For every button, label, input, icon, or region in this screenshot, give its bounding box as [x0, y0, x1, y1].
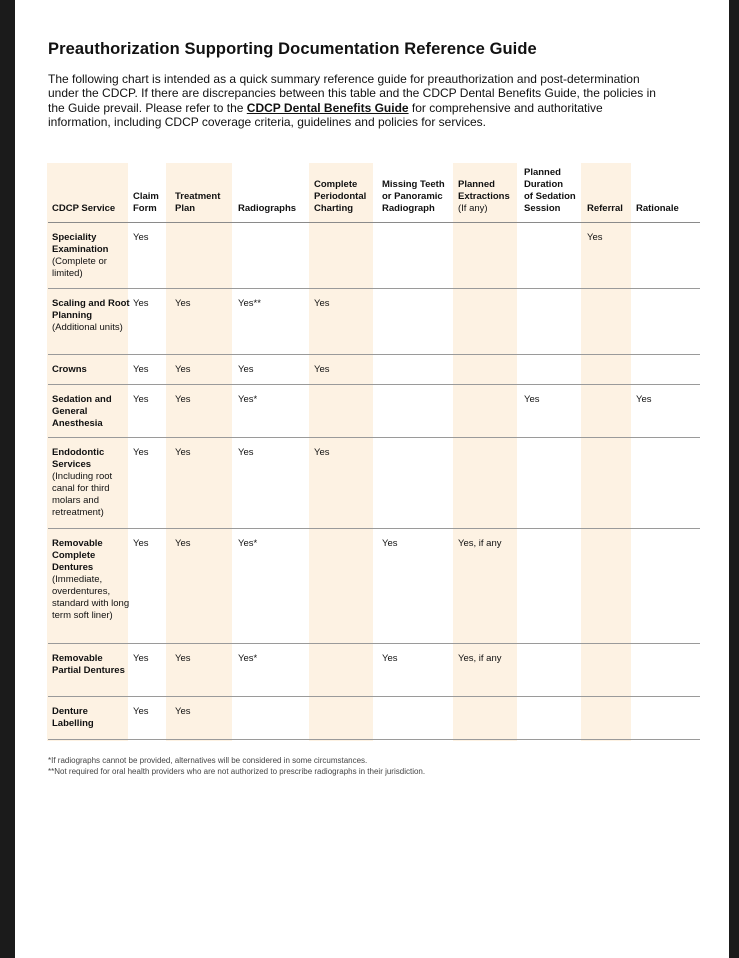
header-treatment-plan [175, 191, 220, 215]
cell-extractions: Yes, if any [458, 538, 502, 549]
cell-claim: Yes [133, 232, 149, 243]
header-perio-line3: Charting [314, 203, 354, 214]
cell-radiographs: Yes [238, 447, 254, 458]
header-missing-line2: or Panoramic [382, 191, 443, 202]
cell-claim: Yes [133, 364, 149, 375]
cell-perio: Yes [314, 364, 330, 375]
row-divider [48, 354, 700, 355]
benefits-guide-link[interactable]: CDCP Dental Benefits Guide [246, 100, 409, 115]
row-divider [48, 643, 700, 644]
cell-sedation: Yes [524, 394, 540, 405]
document-page [15, 0, 729, 958]
service-cell [52, 447, 132, 519]
cell-missing: Yes [382, 653, 398, 664]
header-planned-extractions [458, 179, 510, 215]
cell-treatment: Yes [175, 364, 191, 375]
cell-rationale: Yes [636, 394, 652, 405]
row-divider [48, 288, 700, 289]
service-name: Speciality Examination [52, 232, 109, 255]
cell-radiographs: Yes* [238, 653, 258, 664]
cell-claim: Yes [133, 538, 149, 549]
cell-treatment: Yes [175, 538, 191, 549]
header-radiographs: Radiographs [238, 203, 297, 214]
service-cell [52, 364, 132, 376]
intro-paragraph [48, 72, 668, 129]
header-sedation-duration [524, 167, 576, 215]
cell-radiographs: Yes** [238, 298, 261, 309]
cell-claim: Yes [133, 653, 149, 664]
row-divider [48, 528, 700, 529]
header-perio-line1: Complete [314, 179, 358, 190]
cell-claim: Yes [133, 706, 149, 717]
service-cell [52, 232, 132, 280]
header-sedation-line1: Planned [524, 167, 561, 178]
service-detail: (Additional units) [52, 322, 123, 333]
service-cell [52, 653, 132, 677]
left-frame-edge [0, 0, 15, 958]
service-cell [52, 394, 132, 430]
cell-radiographs: Yes [238, 364, 254, 375]
cell-referral: Yes [587, 232, 603, 243]
cell-radiographs: Yes* [238, 538, 258, 549]
right-frame-edge [729, 0, 739, 958]
service-name: Removable Partial Dentures [52, 653, 125, 676]
header-missing-line3: Radiograph [382, 203, 435, 214]
header-sedation-line3: of Sedation [524, 191, 576, 202]
header-treatment-line2: Plan [175, 203, 196, 214]
service-name: Sedation and General Anesthesia [52, 394, 112, 429]
header-rationale: Rationale [636, 203, 679, 214]
header-sedation-line2: Duration [524, 179, 564, 190]
intro-text-after: for comprehensive and authoritative information, including CDCP coverage criteria, guidelines and policies for services. [48, 100, 603, 129]
service-cell [52, 298, 132, 334]
cell-perio: Yes [314, 447, 330, 458]
header-claim-line1: Claim [133, 191, 159, 202]
header-sedation-line4: Session [524, 203, 561, 214]
service-name: Crowns [52, 364, 87, 375]
header-treatment-line1: Treatment [175, 191, 221, 202]
header-missing-teeth [382, 179, 445, 215]
service-detail: (Immediate, overdentures, standard with long term soft liner) [52, 574, 130, 621]
row-divider [48, 696, 700, 697]
page-title: Preauthorization Supporting Documentation Reference Guide [48, 40, 537, 58]
service-cell [52, 706, 132, 730]
cell-perio: Yes [314, 298, 330, 309]
service-detail: (Including root canal for third molars and retreatment) [52, 471, 113, 518]
footnote-2: **Not required for oral health providers who are not authorized to prescribe radiographs in their jurisdiction. [48, 767, 426, 776]
service-name: Denture Labelling [52, 706, 94, 729]
cell-missing: Yes [382, 538, 398, 549]
cell-treatment: Yes [175, 653, 191, 664]
service-name: Scaling and Root Planning [52, 298, 130, 321]
cell-extractions: Yes, if any [458, 653, 502, 664]
row-divider [48, 437, 700, 438]
row-divider [48, 739, 700, 740]
header-perio-line2: Periodontal [314, 191, 367, 202]
header-referral: Referral [587, 203, 623, 214]
header-extractions-line3: (If any) [458, 203, 488, 214]
cell-claim: Yes [133, 394, 149, 405]
header-missing-line1: Missing Teeth [382, 179, 445, 190]
row-divider [48, 384, 700, 385]
header-extractions-line1: Planned [458, 179, 495, 190]
service-detail: (Complete or limited) [52, 256, 107, 279]
cell-treatment: Yes [175, 298, 191, 309]
header-claim-form [133, 191, 159, 215]
header-claim-line2: Form [133, 203, 157, 214]
service-name: Endodontic Services [52, 447, 105, 470]
cell-treatment: Yes [175, 706, 191, 717]
intro-text-before: The following chart is intended as a quick summary reference guide for preauthorization and post-determination under the CDCP. If there are discrepancies between this table and the CDCP Dental Benefits Guide, the policies in the Guide prevail. Please refer to the [48, 72, 656, 115]
cell-radiographs: Yes* [238, 394, 258, 405]
header-service: CDCP Service [52, 203, 116, 214]
header-perio-charting [314, 179, 366, 215]
cell-treatment: Yes [175, 394, 191, 405]
cell-claim: Yes [133, 298, 149, 309]
cell-claim: Yes [133, 447, 149, 458]
referral-column-shade [581, 163, 631, 741]
footnote-1: *If radiographs cannot be provided, alternatives will be considered in some circumstances. [48, 756, 368, 765]
service-name: Removable Complete Dentures [52, 538, 103, 573]
header-divider [48, 222, 700, 223]
header-extractions-line2: Extractions [458, 191, 510, 202]
service-cell [52, 538, 132, 622]
cell-treatment: Yes [175, 447, 191, 458]
